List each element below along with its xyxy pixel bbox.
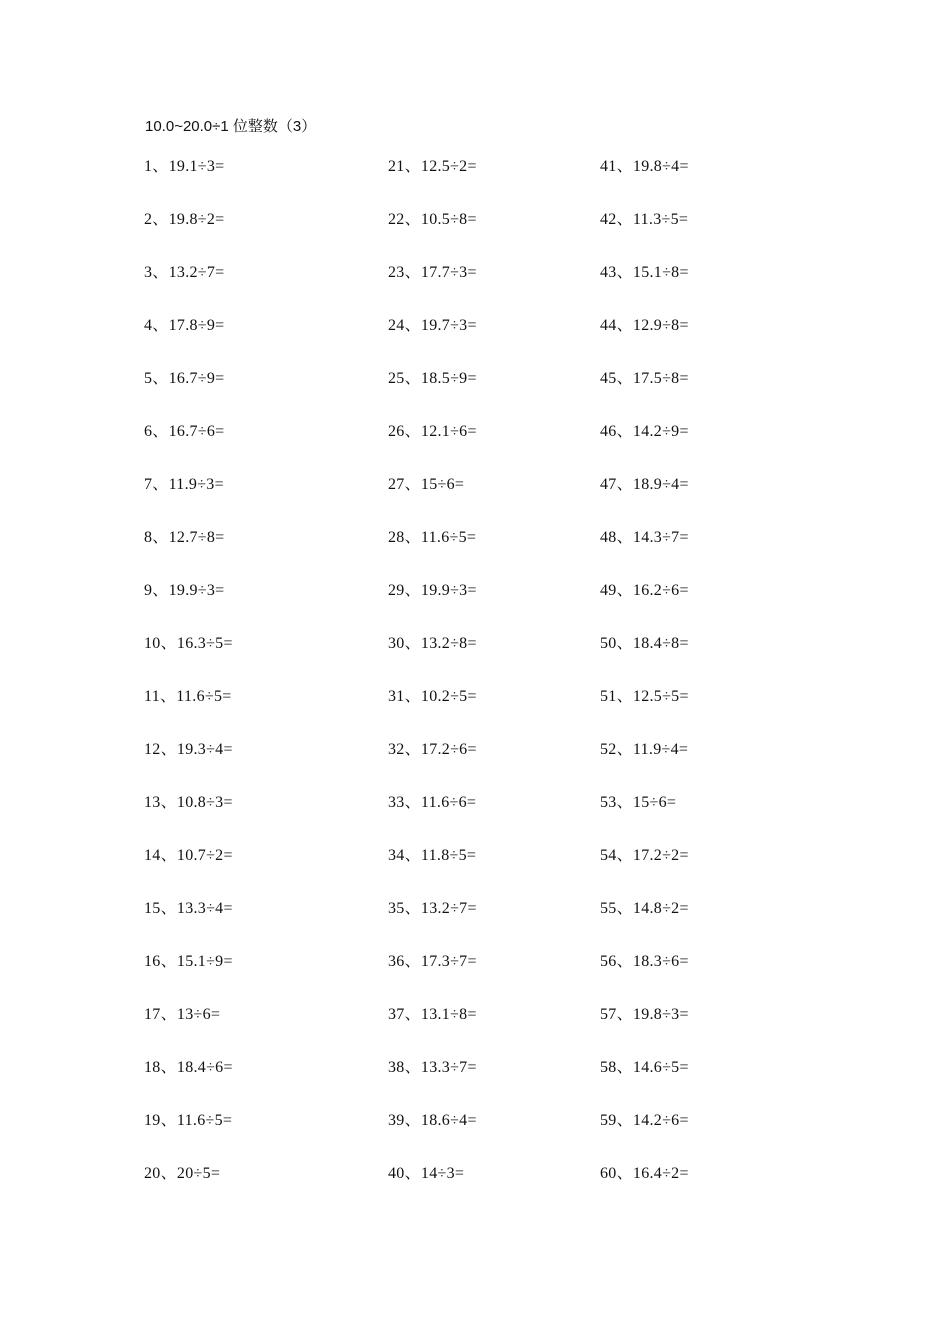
division-problem: 48、14.3÷7= [600,529,689,546]
division-problem: 2、19.8÷2= [144,211,225,228]
division-problem: 4、17.8÷9= [144,317,225,334]
division-problem: 49、16.2÷6= [600,582,689,599]
division-problem: 25、18.5÷9= [388,370,477,387]
division-problem: 36、17.3÷7= [388,953,477,970]
division-problem: 11、11.6÷5= [144,688,232,705]
division-problem: 43、15.1÷8= [600,264,689,281]
division-problem: 21、12.5÷2= [388,158,477,175]
division-problem: 14、10.7÷2= [144,847,233,864]
division-problem: 20、20÷5= [144,1165,221,1182]
division-problem: 8、12.7÷8= [144,529,225,546]
worksheet-title: 10.0~20.0÷1 位整数（3） [145,118,317,135]
division-problem: 60、16.4÷2= [600,1165,689,1182]
division-problem: 29、19.9÷3= [388,582,477,599]
division-problem: 58、14.6÷5= [600,1059,689,1076]
division-problem: 50、18.4÷8= [600,635,689,652]
division-problem: 16、15.1÷9= [144,953,233,970]
problem-column-3 [600,156,689,1216]
division-problem: 24、19.7÷3= [388,317,477,334]
problem-column-1 [144,156,233,1216]
division-problem: 3、13.2÷7= [144,264,225,281]
division-problem: 1、19.1÷3= [144,158,225,175]
division-problem: 17、13÷6= [144,1006,221,1023]
division-problem: 51、12.5÷5= [600,688,689,705]
division-problem: 54、17.2÷2= [600,847,689,864]
division-problem: 23、17.7÷3= [388,264,477,281]
division-problem: 19、11.6÷5= [144,1112,233,1129]
division-problem: 55、14.8÷2= [600,900,689,917]
division-problem: 57、19.8÷3= [600,1006,689,1023]
division-problem: 37、13.1÷8= [388,1006,477,1023]
division-problem: 5、16.7÷9= [144,370,225,387]
division-problem: 10、16.3÷5= [144,635,233,652]
division-problem: 47、18.9÷4= [600,476,689,493]
division-problem: 41、19.8÷4= [600,158,689,175]
division-problem: 44、12.9÷8= [600,317,689,334]
division-problem: 40、14÷3= [388,1165,465,1182]
division-problem: 6、16.7÷6= [144,423,225,440]
division-problem: 34、11.8÷5= [388,847,477,864]
division-problem: 33、11.6÷6= [388,794,477,811]
division-problem: 22、10.5÷8= [388,211,477,228]
division-problem: 52、11.9÷4= [600,741,689,758]
division-problem: 53、15÷6= [600,794,677,811]
division-problem: 15、13.3÷4= [144,900,233,917]
division-problem: 38、13.3÷7= [388,1059,477,1076]
division-problem: 12、19.3÷4= [144,741,233,758]
division-problem: 9、19.9÷3= [144,582,225,599]
division-problem: 59、14.2÷6= [600,1112,689,1129]
division-problem: 7、11.9÷3= [144,476,224,493]
division-problem: 46、14.2÷9= [600,423,689,440]
division-problem: 28、11.6÷5= [388,529,477,546]
division-problem: 26、12.1÷6= [388,423,477,440]
division-problem: 32、17.2÷6= [388,741,477,758]
division-problem: 39、18.6÷4= [388,1112,477,1129]
problem-column-2 [388,156,477,1216]
division-problem: 13、10.8÷3= [144,794,233,811]
division-problem: 45、17.5÷8= [600,370,689,387]
division-problem: 30、13.2÷8= [388,635,477,652]
division-problem: 56、18.3÷6= [600,953,689,970]
division-problem: 31、10.2÷5= [388,688,477,705]
division-problem: 42、11.3÷5= [600,211,689,228]
division-problem: 35、13.2÷7= [388,900,477,917]
division-problem: 27、15÷6= [388,476,465,493]
division-problem: 18、18.4÷6= [144,1059,233,1076]
